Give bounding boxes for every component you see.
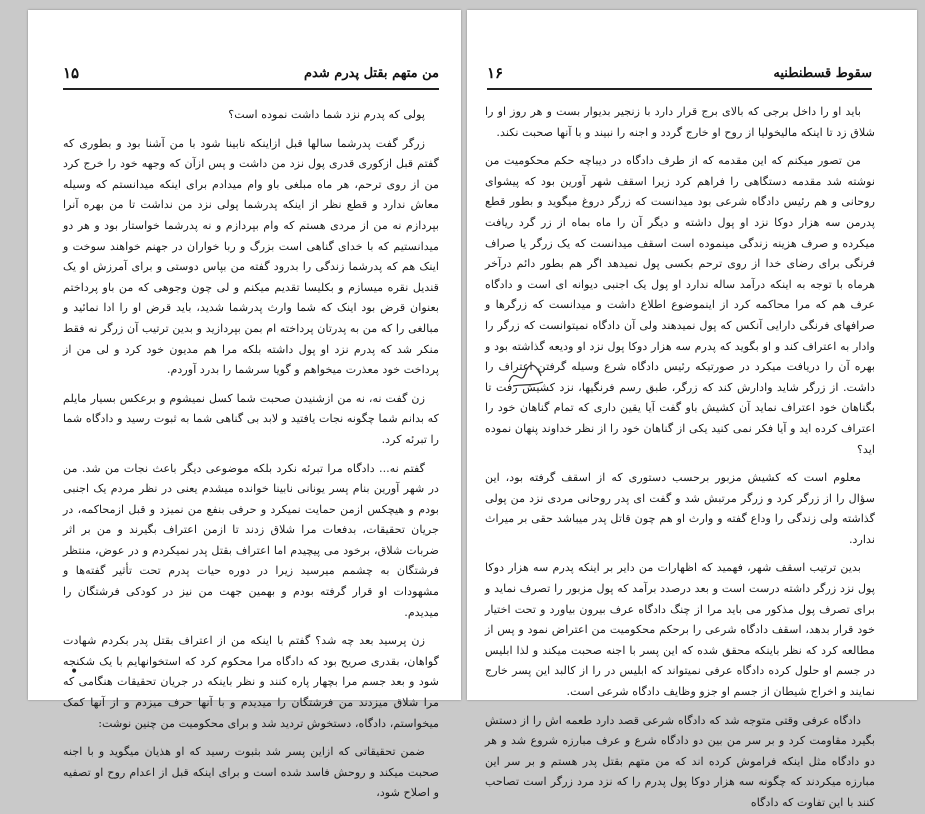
left-paragraph-3: زن گفت نه، نه من ازشنیدن صحبت شما کسل نمیشوم و برعکس بسیار مایلم که بدانم شما چگونه نجات یافتید و لابد بی گناهی شما به ثبوت رسید و دادگاه شما را تبرئه کرد. xyxy=(63,391,439,446)
left-page-number: ۱۵ xyxy=(63,64,80,82)
left-page-body xyxy=(63,105,439,800)
left-paragraph-6: ضمن تحقیقاتی که ازاین پسر شد بثبوت رسید که او هذیان میگوید و با اجنه صحبت میکند و روحش فاسد شده است و برای اینکه قبل از اعدام روح او تصفیه و اصلاح شود، xyxy=(63,745,439,800)
left-page-header xyxy=(63,62,439,90)
left-page xyxy=(28,10,461,800)
right-paragraph-2: من تصور میکنم که این مقدمه که از طرف دادگاه در دیباچه حکم محکومیت من نوشته شد مقدمه دستگاهی را فراهم کرد زیرا اسقف شهر آورین بود که پیشوای روحانی و هم رئیس دادگاه شرعی بود میدانست که زرگر دروغ میگوید و بطور قطع پدرمن سه هزار دوکا نزد او پول داشته و دیگر آن را ماه بماه از زر گرد ریافت میکرده و صرف هزینه زندگی مینموده است اسقف میدانست که یک زرگر یا صراف فرنگی برای رضای خدا از روی ترحم بکسی پول نمیدهد اگر هم بطور دائم درآخر هرماه با توجه به اینکه درآمد ساله ندارد او پول یک اجنبی دیوانه ای است و دادگاه عرف هم که مرا محاکمه کرد از اینموضوع اطلاع داشت و میدانست که زرگرها و صرافهای فرنگی دارایی آنکس که پول نمیدهند ولی آن دادگاه نمیتوانست که زرگر را وادار به اعتراف کند و او بگوید که پدرم سه هزار دوکا پول نزد او ودیعه گذاشته بود و بهره آن را دریافت میکرد در صورتیکه رئیس دادگاه شرع وسیله گرفتن اعتراف را داشت. از زرگر شاید وادارش کند که زرگر، طبق رسم فرنگیها، نزد کشیش رفت تا بگناهان خود اعتراف نماید آن کشیش باو گفت آیا یقین داری که تمام گناهان خود را اعتراف کرده اید و آیا فکر نمی کنید یکی از گناهان خود را از نظر خداوند پنهان نموده اید؟ xyxy=(485,154,875,456)
page-mark-dot: • xyxy=(70,664,79,680)
right-paragraph-4: بدین ترتیب اسقف شهر، فهمید که اظهارات من دایر بر اینکه پدرم سه هزار دوکا پول نزد زرگر داشته درست است و بعد درصدد برآمد که پول مزبور را تصرف نماید و برای تصرف پول مذکور می باید مرا از چنگ دادگاه عرف بیرون بیاورد و تحت اختیار خود قرار بدهد، اسقف دادگاه شرعی را برحکم محکومیت من اعتراض نمود و پس از مطالعه کرد که نظر باینکه محقق شده که این پسر با اجنه صحبت میکند و لذا ابلیس در جسم او حلول کرده دادگاه عرفی نمیتواند که ابلیس در را از کالبد این پسر خارج نمایند و اخراج شیطان از جسم او جزو وظایف دادگاه شرعی است. xyxy=(485,561,875,699)
right-page-header xyxy=(487,62,872,90)
left-paragraph-1: پولی که پدرم نزد شما داشت نموده است؟ xyxy=(228,108,425,121)
left-paragraph-5: زن پرسید بعد چه شد؟ گفتم با اینکه من از اعتراف بقتل پدر بکردم شهادت گواهان، بقدری صریح بود که دادگاه مرا محکوم کرد که استخوانهایم با یک شکنجه شود و بعد جسم مرا بچهار پاره کنند و نظر باینکه در جریان تحقیقات هنگامی که مرا شلاق میزدند من فرشتگان را میدیدم و با آنها حرف میزدم و از آنها کمک میخواستم، دادگاه، دستخوش تردید شد و برای محکومیت من چنین نوشت: xyxy=(63,634,439,730)
right-paragraph-5: دادگاه عرفی وقتی متوجه شد که دادگاه شرعی قصد دارد طعمه اش را از دستش بگیرد مقاومت کرد و بر سر من بین دو دادگاه شرع و عرف مبارزه شروع شد و هر دو دادگاه مثل اینکه فراموش کرده اند که من متهم بقتل پدر هستم و بر سر این مبارزه میکردند که چگونه سه هزار دوکا پول پدرم را که نزد مرد زرگر است تصاحب کنند با این تفاوت که دادگاه xyxy=(485,713,875,809)
left-running-title: من متهم بقتل پدرم شدم xyxy=(304,66,439,81)
right-running-title: سقوط قسطنطنیه xyxy=(773,66,872,81)
left-paragraph-4: گفتم نه... دادگاه مرا تبرئه نکرد بلکه موضوعی دیگر باعث نجات من شد. من در شهر آورین بنام پسر یونانی نابینا خوانده میشدم یعنی در نظر مردم یک اجنبی بودم و هیچکس ازمن حمایت نمیکرد و حرفی بنفع من نمیزد و قبل ازمحاکمه، در جریان تحقیقات، بدفعات مرا شلاق زدند تا ازمن اعتراف بگیرند و من بر اثر ضربات شلاق، برخود می پیچیدم اما اعتراف بقتل پدر نمیکردم و در عوض، منتظر فرشتگان به چشمم میرسید زیرا در دوره حیات پدرم تحت تأثیر گفته‌ها و مشهودات او قرار گرفته بودم و بهمین جهت من نیز در کودکی فرشتگان را میدیدم. xyxy=(63,461,439,619)
handwritten-signature-mark xyxy=(505,356,547,390)
right-paragraph-3: معلوم است که کشیش مزبور برحسب دستوری که از اسقف گرفته بود، این سؤال را از زرگر کرد و زرگر مرتبش شد و گفت ای پدر روحانی مردی نزد من پولی گذاشته ولی زندگی را وداع گفته و وارث او هم چون قاتل پدر میباشد حقی بر میراث ندارد. xyxy=(485,471,875,546)
right-paragraph-1: باید او را داخل برجی که بالای برج قرار دارد با زنجیر بدیوار بست و هر روز او را شلاق زد تا اینکه مالیخولیا از روح او خارج گردد و اجنه را نبیند و با آنها صحبت نکند. xyxy=(485,105,875,139)
right-page-body xyxy=(485,102,875,809)
left-paragraph-2: زرگر گفت پدرشما سالها قبل ازاینکه نابینا شود با من آشنا بود و بطوری که گفتم قبل ازکوری قدری پول نزد من داشت و پس ازآن که وجهه خود را خرج کرد من از روی ترحم، هر ماه مبلغی باو وام میدادم برای اینکه میدانستم که وسیله معاش ندارد و قطع نظر از اینکه پدرشما پولی نزد من نداشت تا من بهره آنرا بپردازم نه من از مردی هستم که وام بپردازم و نه پدرشما خواستار بود و هر دو میدانستیم که با خدای گناهی است بزرگ و ربا خواران در جهنم خواهند سوخت و اینک هم که پدرشما زندگی را بدرود گفته من بپاس دوستی و برای آمرزش او یک قندیل نقره میسازم و بکلیسا تقدیم میکنم و لی چون وجوهی که من باو پرداختم بعنوان قرض بود اینک که شما وارث پدرشما شدید، باید قرض او را ادا نمائید و مبالغی را که من به پدرتان پرداخته ام بمن بپردازید و بدین ترتیب آن زرگر نه فقط منکر شد که پدرم نزد او پول داشته بلکه مرا هم مدیون خود کرد و لی من از پرداخت خود معذرت میخواهم و گویا سرشما را بدرد آوردم. xyxy=(63,136,439,377)
right-page xyxy=(467,10,917,809)
right-page-number: ۱۶ xyxy=(487,64,504,82)
